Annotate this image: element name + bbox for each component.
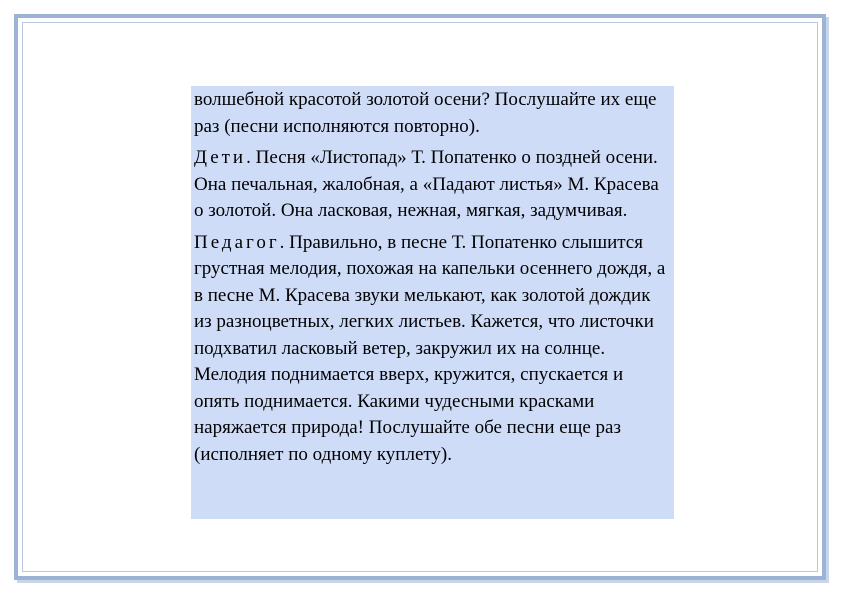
text-box <box>191 86 674 519</box>
paragraph-text: . Песня «Листопад» Т. Попатенко о поздней осени. Она печальная, жалобная, а «Падают листья» М. Красева о золотой. Она ласковая, нежная, мягкая, задумчивая. <box>194 147 659 221</box>
paragraph-text: . Правильно, в песне Т. Попатенко слышится грустная мелодия, похожая на капельки осеннего дождя, а в песне М. Красева звуки мелькают, как золотой дождик из разноцветных, легких листьев. Кажется, что листочки подхватил ласковый ветер, закружил их на солнце. Мелодия поднимается вверх, кружится, спускается и опять поднимается. Какими чудесными красками наряжается природа! Послушайте обе песни еще раз (исполняет по одному куплету). <box>194 231 666 465</box>
speaker-label: Дети <box>194 147 247 168</box>
paragraph-intro <box>194 87 668 140</box>
paragraph-teacher <box>194 230 668 469</box>
paragraph-children <box>194 145 668 225</box>
speaker-label: Педагог <box>194 231 280 253</box>
paragraph-text: волшебной красотой золотой осени? Послушайте их еще раз (песни исполняются повторно). <box>194 89 657 137</box>
